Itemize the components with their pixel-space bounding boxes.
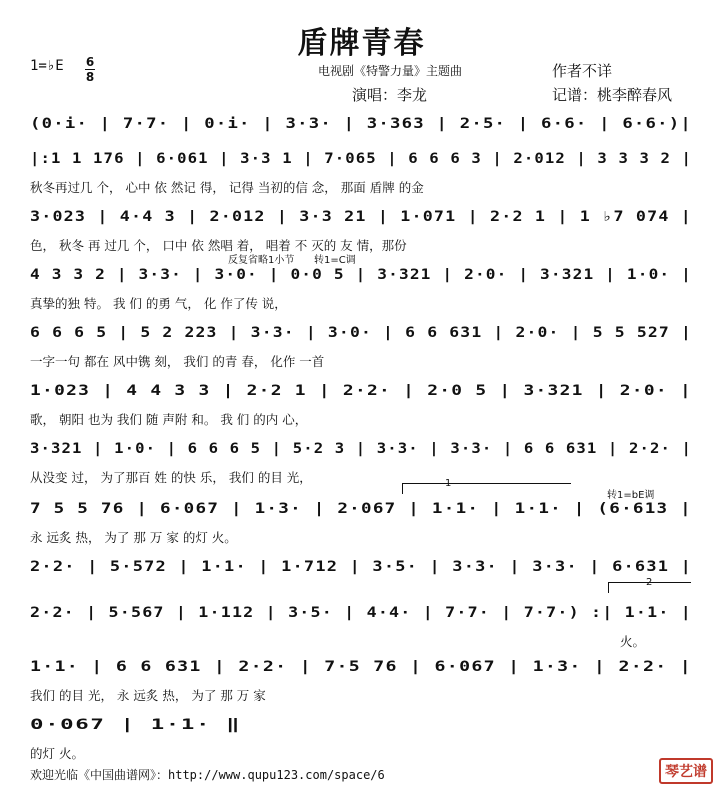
lyric-line: 永 远炙 热， 为了 那 万 家 的灯 火。: [30, 530, 237, 545]
modulate-c-annotation: 转1=C调: [314, 255, 356, 266]
notation-line: [0, 602, 723, 624]
score-title: 盾牌青春: [297, 26, 426, 61]
lyric-line: 真挚的独 特。 我 们 的勇 气， 化 作了传 说，: [30, 296, 287, 311]
score-system: [0, 264, 723, 314]
notation-text: 4 3 3 2 | 3·3· | 3·0· | 0·0 5 | 3·321 | 2·0· | 3·321 | 1·0· |: [30, 267, 692, 283]
time-signature-bottom: 8: [85, 70, 95, 84]
time-signature-top: 6: [85, 55, 95, 69]
lyric-line: 火。: [620, 634, 646, 649]
score-system: [0, 498, 723, 548]
score-system: [0, 602, 723, 652]
subtitle: 电视剧《特警力量》主题曲: [318, 64, 463, 78]
lyric-line: 从没变 过， 为了那百 姓 的快 乐， 我们 的目 光，: [30, 470, 312, 485]
notation-text: 7 5 5 76 | 6·067 | 1·3· | 2·067 | 1·1· | 1·1· | (6·613 |: [30, 501, 692, 517]
notation-line: [0, 438, 723, 460]
notation-text: |:1 1 176 | 6·061 | 3·3 1 | 7·065 | 6 6 6 3 | 2·012 | 3 3 3 2 |: [30, 151, 692, 167]
notation-text: 3·321 | 1·0· | 6 6 6 5 | 5·2 3 | 3·3· | 3·3· | 6 6 631 | 2·2· |: [30, 441, 692, 457]
notation-line: [0, 556, 723, 578]
lyric-line: 秋冬再过几 个， 心中 依 然记 得， 记得 当初的信 念， 那面 盾牌 的金: [30, 180, 424, 195]
notation-text: 2·2· | 5·572 | 1·1· | 1·712 | 3·5· | 3·3· | 3·3· | 6·631 |: [30, 559, 692, 575]
notation-line: [0, 322, 723, 344]
key-signature: 1=♭E: [30, 58, 64, 74]
score-system: [0, 438, 723, 488]
score-system: [0, 322, 723, 372]
notation-line: [0, 264, 723, 286]
notation-line: [0, 148, 723, 170]
score-system: [0, 714, 723, 764]
notation-text: 1·1· | 6 6 631 | 2·2· | 7·5 76 | 6·067 | 1·3· | 2·2· |: [30, 659, 692, 675]
notation-line: [0, 206, 723, 228]
score-system: [0, 380, 723, 430]
volta-2-number: 2: [646, 577, 653, 588]
notation-text: 3·023 | 4·4 3 | 2·012 | 3·3 21 | 1·071 | 2·2 1 | 1 ♭7 074 |: [30, 209, 692, 225]
lyric-line: 的灯 火。: [30, 746, 84, 761]
lyric-line: 一字一句 都在 风中镌 刻， 我们 的青 春， 化作 一首: [30, 354, 325, 369]
time-signature: [85, 56, 95, 83]
footer-text: 欢迎光临《中国曲谱网》：http://www.qupu123.com/space/6: [30, 768, 385, 782]
lyric-line: 色， 秋冬 再 过几 个， 口中 依 然唱 着， 唱着 不 灭的 友 情，那份: [30, 238, 407, 253]
volta-1-bracket: [402, 483, 571, 494]
modulate-be-annotation: 转1=bE调: [607, 490, 655, 501]
singer: 演唱：李龙: [352, 86, 428, 104]
lyric-line: 我们 的目 光， 永 远炙 热， 为了 那 万 家: [30, 688, 266, 703]
score-system: [0, 206, 723, 256]
notation-text: (0·i· | 7·7· | 0·i· | 3·3· | 3·363 | 2·5· | 6·6· | 6·6·)|: [30, 116, 692, 132]
site-logo: 琴艺谱: [659, 758, 713, 784]
notation-text: 2·2· | 5·567 | 1·112 | 3·5· | 4·4· | 7·7· | 7·7·) :| 1·1· |: [30, 605, 692, 621]
notation-line: [0, 714, 723, 736]
score-system: [0, 556, 723, 606]
notation-text: 0·067 | 1·1· ‖: [30, 717, 242, 733]
composer: 作者不详: [552, 62, 613, 80]
score-system: [0, 656, 723, 706]
volta-1-number: 1: [445, 478, 452, 489]
notation-line: [0, 498, 723, 520]
repeat-skip-annotation: 反复省略1小节: [228, 255, 295, 266]
score-system: [0, 148, 723, 198]
lyric-line: 歌， 朝阳 也为 我们 随 声附 和。 我 们 的内 心，: [30, 412, 308, 427]
notation-line: [0, 656, 723, 678]
notation-text: 6 6 6 5 | 5 2 223 | 3·3· | 3·0· | 6 6 631 | 2·0· | 5 5 527 |: [30, 325, 692, 341]
transcriber: 记谱：桃李醉春风: [552, 86, 673, 104]
notation-line: [0, 380, 723, 402]
notation-line: [0, 113, 723, 135]
notation-text: 1·023 | 4 4 3 3 | 2·2 1 | 2·2· | 2·0 5 | 3·321 | 2·0· |: [30, 383, 692, 399]
